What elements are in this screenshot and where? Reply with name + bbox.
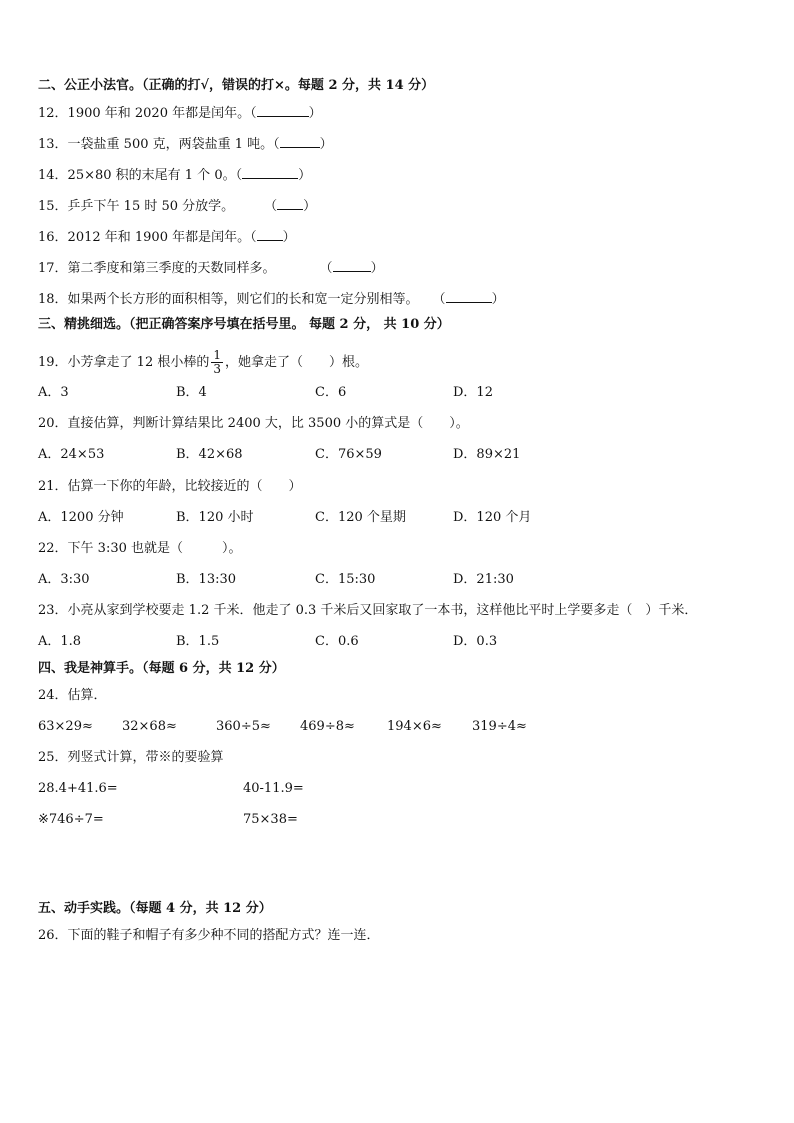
paren-open: （: [432, 292, 446, 307]
question-text: 13．一袋盐重 500 克，两袋盐重 1 吨。（: [38, 137, 280, 152]
vertical-calc-item: 40-11.9=: [243, 781, 304, 796]
option-c[interactable]: C．6: [315, 385, 347, 400]
paren-close: ）: [303, 199, 317, 214]
question-22: 22．下午 3:30 也就是（ ）。: [38, 541, 242, 556]
paren-close: ）: [370, 261, 384, 276]
question-18: [38, 291, 505, 308]
question-16: [38, 229, 296, 246]
option-d[interactable]: D．21:30: [453, 572, 514, 587]
paren-close: ）: [319, 137, 333, 152]
option-a[interactable]: A．1200 分钟: [38, 510, 124, 525]
question-19: [38, 349, 368, 376]
option-a[interactable]: A．3:30: [38, 572, 90, 587]
option-b[interactable]: B．42×68: [176, 447, 243, 462]
question-15: [38, 198, 316, 215]
question-21: 21．估算一下你的年龄，比较接近的（ ）: [38, 479, 302, 494]
estimate-item: 319÷4≈: [472, 719, 527, 734]
answer-blank[interactable]: [333, 260, 371, 272]
option-c[interactable]: C．120 个星期: [315, 510, 406, 525]
option-b[interactable]: B．4: [176, 385, 207, 400]
option-b[interactable]: B．1.5: [176, 634, 220, 649]
option-b[interactable]: B．13:30: [176, 572, 237, 587]
answer-blank[interactable]: [446, 291, 492, 303]
option-a[interactable]: A．24×53: [38, 447, 105, 462]
vertical-calc-item: 28.4+41.6=: [38, 781, 118, 796]
option-d[interactable]: D．12: [453, 385, 493, 400]
question-text: 14．25×80 积的末尾有 1 个 0。（: [38, 168, 243, 183]
section-heading-3: 三、精挑细选。（把正确答案序号填在括号里。 每题 2 分， 共 10 分）: [38, 317, 450, 332]
vertical-calc-item: ※746÷7=: [38, 812, 104, 827]
question-23: 23．小亮从家到学校要走 1.2 千米．他走了 0.3 千米后又回家取了一本书，这样他比平时上学要多走（ ）千米．: [38, 603, 698, 618]
option-c[interactable]: C．0.6: [315, 634, 359, 649]
paren-close: ）: [282, 230, 296, 245]
option-b[interactable]: B．120 小时: [176, 510, 254, 525]
question-26: 26．下面的鞋子和帽子有多少种不同的搭配方式？连一连．: [38, 928, 380, 943]
question-24: 24．估算．: [38, 688, 107, 703]
estimate-item: 360÷5≈: [216, 719, 271, 734]
section-heading-4: 四、我是神算手。（每题 6 分，共 12 分）: [38, 661, 285, 676]
question-14: [38, 167, 311, 184]
section-heading-2: 二、公正小法官。（正确的打√，错误的打×。每题 2 分，共 14 分）: [38, 78, 435, 93]
estimate-item: 32×68≈: [122, 719, 177, 734]
option-c[interactable]: C．15:30: [315, 572, 376, 587]
answer-blank[interactable]: [280, 136, 320, 148]
question-25: 25．列竖式计算，带※的要验算: [38, 750, 224, 765]
question-text: 16．2012 年和 1900 年都是闰年。（: [38, 230, 257, 245]
paren-close: ）: [298, 168, 312, 183]
answer-blank[interactable]: [277, 198, 303, 210]
question-text: 15．乒乒下午 15 时 50 分放学。: [38, 199, 235, 214]
paren-open: （: [264, 199, 278, 214]
vertical-calc-item: 75×38=: [243, 812, 298, 827]
option-d[interactable]: D．120 个月: [453, 510, 532, 525]
question-13: [38, 136, 333, 153]
question-text: 19．小芳拿走了 12 根小棒的: [38, 355, 210, 370]
option-d[interactable]: D．89×21: [453, 447, 521, 462]
question-12: [38, 105, 322, 122]
option-c[interactable]: C．76×59: [315, 447, 382, 462]
fraction: [211, 349, 223, 376]
fraction-numerator: 1: [213, 348, 221, 362]
option-d[interactable]: D．0.3: [453, 634, 498, 649]
question-20: 20．直接估算，判断计算结果比 2400 大，比 3500 小的算式是（ ）。: [38, 416, 469, 431]
option-a[interactable]: A．3: [38, 385, 69, 400]
question-text-tail: ，她拿走了（ ）根。: [225, 355, 369, 370]
answer-blank[interactable]: [257, 229, 283, 241]
answer-blank[interactable]: [242, 167, 298, 179]
question-text: 12．1900 年和 2020 年都是闰年。（: [38, 106, 257, 121]
estimate-item: 194×6≈: [387, 719, 442, 734]
paren-close: ）: [308, 106, 322, 121]
estimate-item: 469÷8≈: [300, 719, 355, 734]
question-text: 18．如果两个长方形的面积相等，则它们的长和宽一定分别相等。: [38, 292, 419, 307]
answer-blank[interactable]: [257, 105, 309, 117]
estimate-item: 63×29≈: [38, 719, 93, 734]
paren-close: ）: [491, 292, 505, 307]
question-17: [38, 260, 384, 277]
paren-open: （: [319, 261, 333, 276]
fraction-denominator: 3: [213, 362, 221, 376]
question-text: 17．第二季度和第三季度的天数同样多。: [38, 261, 276, 276]
section-heading-5: 五、动手实践。（每题 4 分，共 12 分）: [38, 901, 272, 916]
option-a[interactable]: A．1.8: [38, 634, 82, 649]
